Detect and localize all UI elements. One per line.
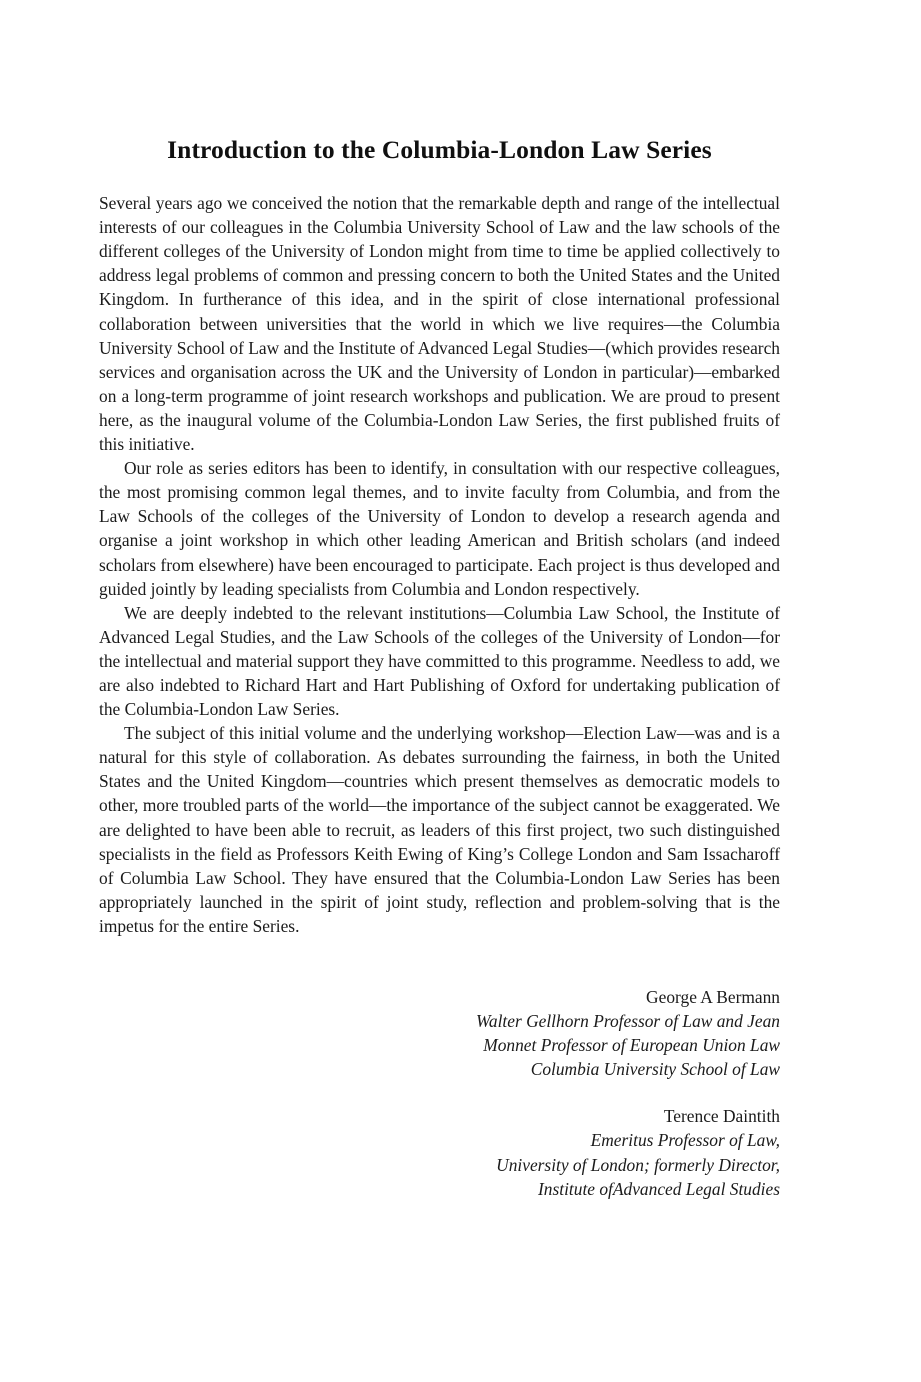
- signature-role-line: Emeritus Professor of Law,: [590, 1130, 780, 1151]
- signature-role-line: Walter Gellhorn Professor of Law and Jean: [475, 1011, 780, 1032]
- signature-block-bermann: [99, 985, 780, 1081]
- body-paragraph-2: Our role as series editors has been to identify, in consultation with our respective colleagues, the most promising common legal themes, and to invite faculty from Columbia, and from the Law Schools of the colleges of the University of London to develop a research agenda and organise a joint workshop in which other leading American and British scholars (and indeed scholars from elsewhere) have been encouraged to participate. Each project is thus developed and guided jointly by leading specialists from Columbia and London respectively.: [99, 458, 780, 599]
- page-title: Introduction to the Columbia-London Law Series: [167, 135, 712, 164]
- body-paragraph-3: We are deeply indebted to the relevant institutions—Columbia Law School, the Institute of Advanced Legal Studies, and the Law Schools of the colleges of the University of London—for the intellectual and material support they have committed to this programme. Needless to add, we are also indebted to Richard Hart and Hart Publishing of Oxford for undertaking publication of the Columbia-London Law Series.: [99, 602, 780, 720]
- signature-role-line: Columbia University School of Law: [530, 1059, 780, 1080]
- signature-block-daintith: [99, 1104, 780, 1200]
- signature-role-line: Monnet Professor of European Union Law: [483, 1035, 780, 1056]
- signature-role-line: University of London; formerly Director,: [496, 1154, 780, 1175]
- body-paragraph-1: Several years ago we conceived the notion that the remarkable depth and range of the intellectual interests of our colleagues in the Columbia University School of Law and the law schools of the different colleges of the University of London might from time to time be applied collectively to address legal problems of common and pressing concern to both the United States and the United Kingdom. In furtherance of this idea, and in the spirit of close international professional collaboration between universities that the world in which we live requires—the Columbia University School of Law and the Institute of Advanced Legal Studies—(which provides research services and organisation across the UK and the University of London in particular)—embarked on a long-term programme of joint research workshops and publication. We are proud to present here, as the inaugural volume of the Columbia-London Law Series, the first published fruits of this initiative.: [99, 193, 780, 455]
- signature-role-line: Institute ofAdvanced Legal Studies: [538, 1178, 780, 1199]
- page-content: [99, 134, 780, 1201]
- signature-name: George A Bermann: [646, 987, 780, 1008]
- signature-name: Terence Daintith: [663, 1106, 780, 1127]
- body-paragraph-4: The subject of this initial volume and the underlying workshop—Election Law—was and is a natural for this style of collaboration. As debates surrounding the fairness, in both the United States and the United Kingdom—countries which present themselves as democratic models to other, more troubled parts of the world—the importance of the subject cannot be exaggerated. We are delighted to have been able to recruit, as leaders of this first project, two such distinguished specialists in the field as Professors Keith Ewing of King’s College London and Sam Issacharoff of Columbia Law School. They have ensured that the Columbia-London Law Series has been appropriately launched in the spirit of joint study, reflection and problem-solving that is the impetus for the entire Series.: [99, 723, 780, 936]
